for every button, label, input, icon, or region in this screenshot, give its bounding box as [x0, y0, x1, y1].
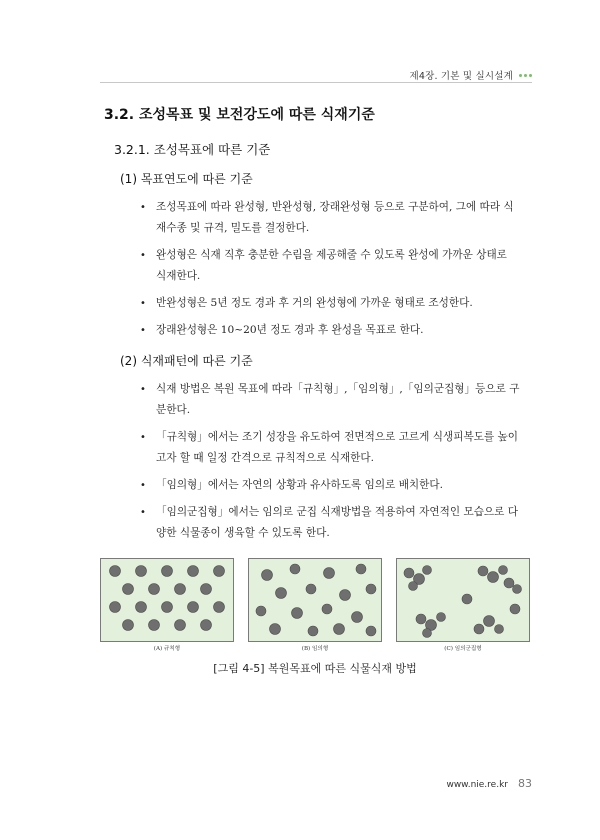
- bullet-icon: •: [140, 384, 146, 395]
- caption-random: (B) 임의형: [301, 646, 329, 652]
- chapter-title: 제4장. 기본 및 실시설계: [409, 71, 513, 82]
- bullet-icon: •: [140, 298, 146, 309]
- dots-icon: [519, 74, 532, 77]
- caption-regular: (A) 규칙형: [153, 646, 181, 652]
- list-item: [140, 245, 520, 287]
- bullet-icon: •: [140, 432, 146, 443]
- list-item: [140, 427, 520, 469]
- panel-captions: [100, 644, 530, 652]
- bullet-text: 조성목표에 따라 완성형, 반완성형, 장래완성형 등으로 구분하여, 그에 따라 식재수종 및 규격, 밀도를 결정한다.: [156, 201, 514, 234]
- bullet-icon: •: [140, 507, 146, 518]
- bullet-icon: •: [140, 480, 146, 491]
- bullet-icon: •: [140, 202, 146, 213]
- panel-random-cluster: [396, 558, 530, 642]
- page-footer: [446, 777, 532, 790]
- bullet-icon: •: [140, 250, 146, 261]
- section-title: 3.2. 조성목표 및 보전강도에 따른 식재기준: [104, 107, 375, 123]
- subsection-title: 3.2.1. 조성목표에 따른 기준: [114, 142, 271, 157]
- bullet-icon: •: [140, 325, 146, 336]
- bullet-text: 「임의군집형」에서는 임의로 군집 식재방법을 적용하여 자연적인 모습으로 다양한 식물종이 생육할 수 있도록 한다.: [156, 506, 518, 539]
- panel-regular: [100, 558, 234, 642]
- bullet-text: 식재 방법은 복원 목표에 따라「규칙형」,「임의형」,「임의군집형」등으로 구분한다.: [156, 383, 520, 416]
- item-title-1: (1) 목표연도에 따른 기준: [120, 172, 253, 186]
- random-pattern-image: [249, 559, 381, 641]
- planting-figure: [100, 558, 530, 642]
- figure-caption: [그림 4-5] 복원목표에 따른 식물식재 방법: [213, 662, 417, 675]
- page-number: 83: [518, 777, 532, 790]
- header-divider: [100, 82, 532, 83]
- list-item: [140, 320, 520, 341]
- item-title-2: (2) 식재패턴에 따른 기준: [120, 354, 253, 368]
- list-item: [140, 502, 520, 544]
- bullet-text: 「임의형」에서는 자연의 상황과 유사하도록 임의로 배치한다.: [156, 479, 443, 491]
- list-item: [140, 197, 520, 239]
- footer-url: www.nie.re.kr: [446, 780, 508, 790]
- list-item: [140, 475, 520, 496]
- bullet-text: 장래완성형은 10~20년 정도 경과 후 완성을 목표로 한다.: [156, 324, 424, 336]
- regular-pattern-image: [101, 559, 233, 641]
- list-item: [140, 293, 520, 314]
- panel-random: [248, 558, 382, 642]
- bullet-text: 반완성형은 5년 정도 경과 후 거의 완성형에 가까운 형태로 조성한다.: [156, 297, 473, 309]
- running-header: [409, 68, 532, 82]
- bullet-text: 완성형은 식재 직후 충분한 수림을 제공해줄 수 있도록 완성에 가까운 상태로 식재한다.: [156, 249, 507, 282]
- bullet-list-1: [140, 197, 520, 347]
- random-cluster-pattern-image: [397, 559, 529, 641]
- caption-random-cluster: (C) 임의군집형: [444, 646, 482, 652]
- bullet-text: 「규칙형」에서는 조기 성장을 유도하여 전면적으로 고르게 식생피복도를 높이고자 할 때 일정 간격으로 규칙적으로 식재한다.: [156, 431, 518, 464]
- list-item: [140, 379, 520, 421]
- bullet-list-2: [140, 379, 520, 550]
